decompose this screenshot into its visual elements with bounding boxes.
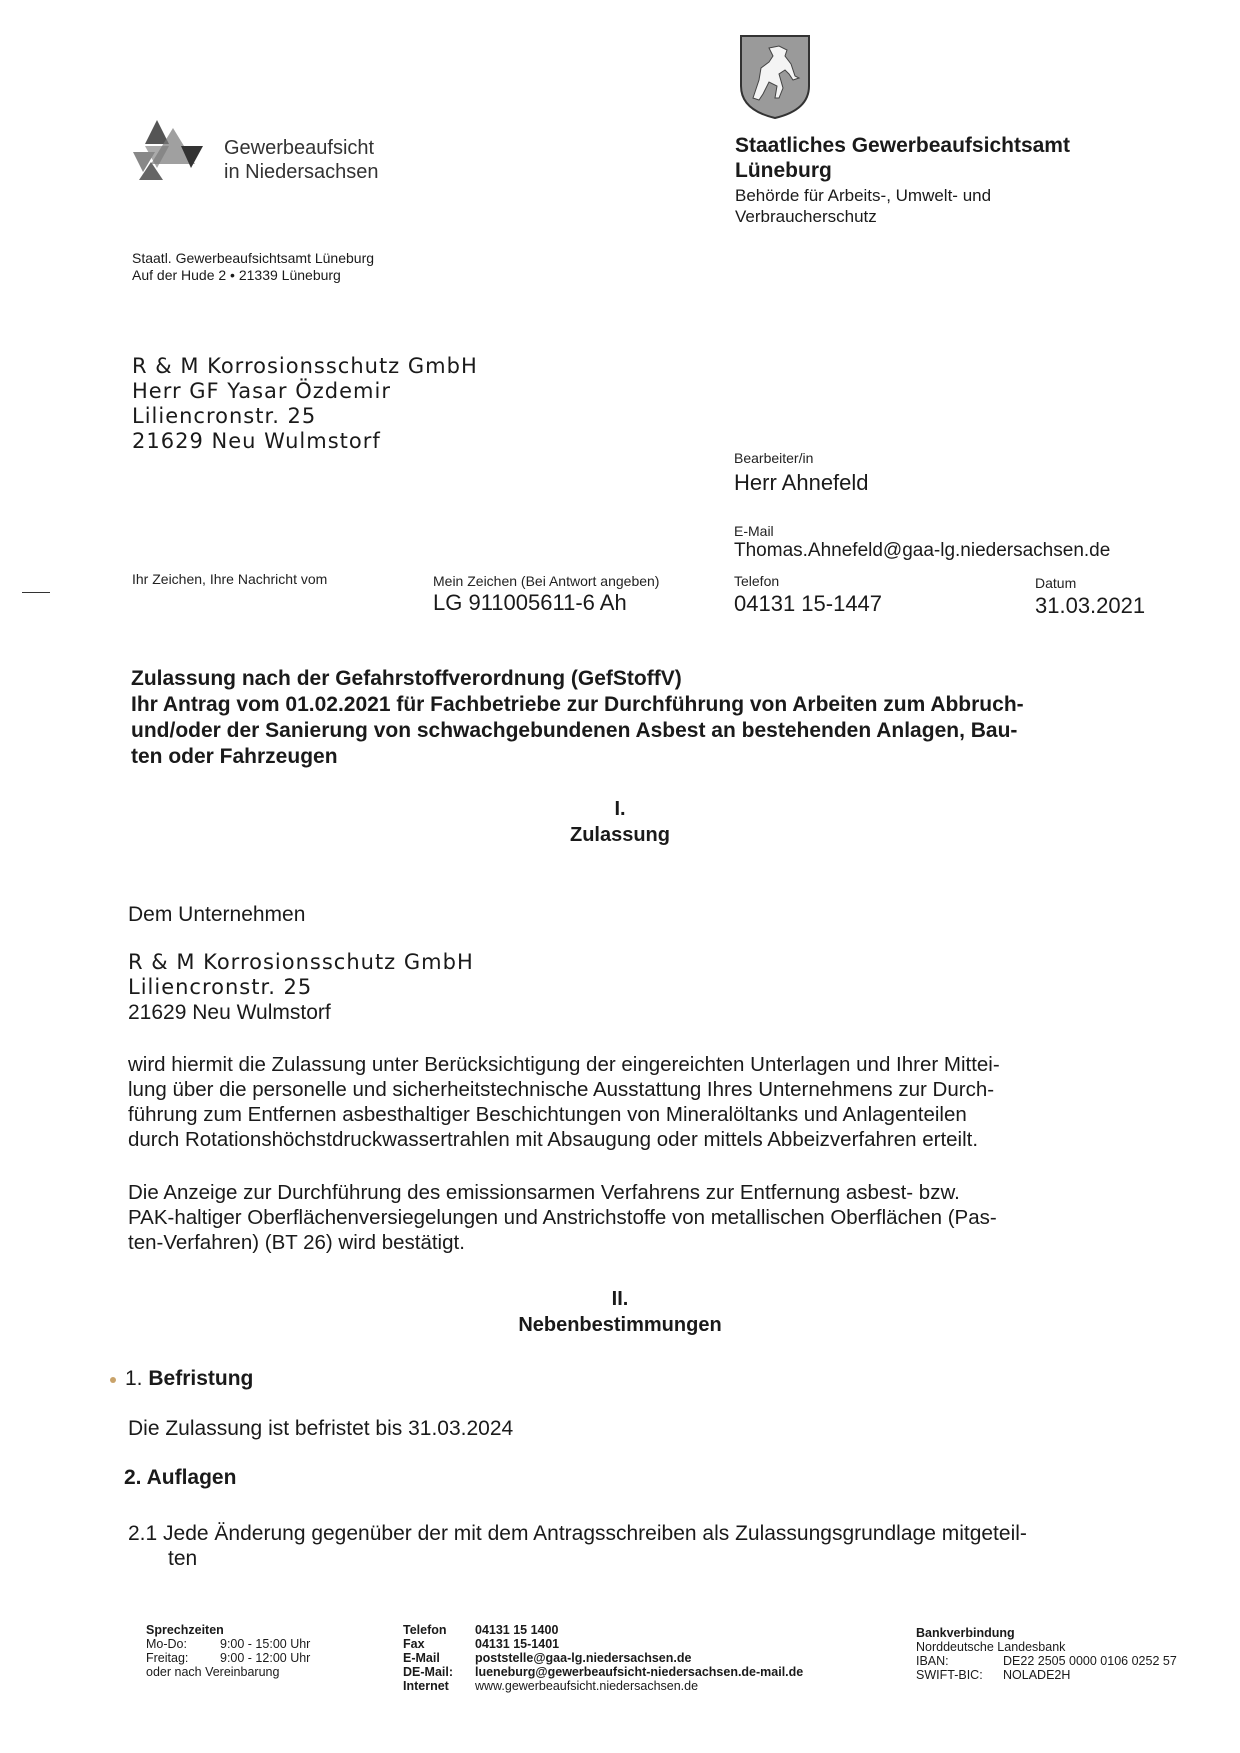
section-2-numeral: II. bbox=[611, 1288, 629, 1310]
hours-row1-label: Mo-Do: bbox=[146, 1637, 187, 1651]
para1-line1: wird hiermit die Zulassung unter Berücksichtigung der eingereichten Unterlagen und Ihrer Mittei- bbox=[128, 1053, 1000, 1076]
recipient-address bbox=[132, 354, 478, 454]
company-line2: Liliencronstr. 25 bbox=[128, 975, 313, 999]
recipient-line3: Liliencronstr. 25 bbox=[132, 404, 317, 428]
hours-row2-value: 9:00 - 12:00 Uhr bbox=[220, 1651, 311, 1665]
para1-line3: führung zum Entfernen asbesthaltiger Beschichtungen von Mineralöltanks und Anlagenteilen bbox=[128, 1103, 967, 1126]
footer-mail-value[interactable]: poststelle@gaa-lg.niedersachsen.de bbox=[475, 1651, 692, 1665]
subject bbox=[131, 666, 1024, 770]
footer-fax-label: Fax bbox=[403, 1637, 425, 1651]
bearbeiter-value: Herr Ahnefeld bbox=[734, 470, 869, 495]
bearbeiter-label: Bearbeiter/in bbox=[734, 450, 814, 466]
item-2-heading bbox=[124, 1465, 236, 1490]
horse-crest-icon bbox=[739, 34, 811, 120]
telefon-value: 04131 15-1447 bbox=[734, 591, 883, 616]
logo-text-line1: Gewerbeaufsicht bbox=[224, 137, 375, 159]
bank-bic-label: SWIFT-BIC: bbox=[916, 1668, 983, 1682]
item-1-heading bbox=[125, 1366, 253, 1391]
item-2-1-line1: Jede Änderung gegenüber der mit dem Antragsschreiben als Zulassungsgrundlage mitgeteil- bbox=[163, 1522, 1027, 1545]
logo-text-line2: in Niedersachsen bbox=[224, 161, 379, 183]
bank-title: Bankverbindung bbox=[916, 1626, 1015, 1640]
hours-row3: oder nach Vereinbarung bbox=[146, 1665, 280, 1679]
mein-zeichen-value: LG 911005611-6 Ah bbox=[433, 590, 627, 615]
footer-demail-value[interactable]: lueneburg@gewerbeaufsicht-niedersachsen.de-mail.de bbox=[475, 1665, 804, 1679]
item-2-title: Auflagen bbox=[146, 1466, 237, 1489]
telefon-label: Telefon bbox=[734, 573, 780, 589]
authority-sub-line2: Verbraucherschutz bbox=[735, 207, 877, 226]
hours-row2-label: Freitag: bbox=[146, 1651, 189, 1665]
item-1-text: Die Zulassung ist befristet bis 31.03.2024 bbox=[128, 1417, 514, 1440]
section-1-title: Zulassung bbox=[569, 824, 670, 846]
return-address bbox=[132, 250, 374, 284]
mein-zeichen-label: Mein Zeichen (Bei Antwort angeben) bbox=[433, 573, 660, 589]
intro-text: Dem Unternehmen bbox=[128, 903, 306, 926]
item-2-number: 2. bbox=[124, 1466, 142, 1489]
para2-line3: ten-Verfahren) (BT 26) wird bestätigt. bbox=[128, 1231, 465, 1254]
footer-tel-label: Telefon bbox=[403, 1623, 447, 1637]
coat-of-arms bbox=[739, 34, 811, 120]
footer-contact bbox=[403, 1623, 803, 1693]
item-2-1-number: 2.1 bbox=[128, 1522, 158, 1545]
footer-mail-label: E-Mail bbox=[403, 1651, 440, 1665]
footer-web-value[interactable]: www.gewerbeaufsicht.niedersachsen.de bbox=[475, 1679, 699, 1693]
para2-line2: PAK-haltiger Oberflächenversiegelungen und Anstrichstoffe von metallischen Oberflächen (Pas- bbox=[128, 1206, 997, 1229]
logo-text bbox=[224, 136, 379, 184]
margin-dot bbox=[110, 1377, 116, 1383]
company-address bbox=[128, 950, 474, 1025]
footer-bank bbox=[916, 1626, 1177, 1682]
datum-label: Datum bbox=[1035, 575, 1077, 591]
recipient-line1: R & M Korrosionsschutz GmbH bbox=[132, 354, 478, 378]
section-1-numeral: I. bbox=[614, 798, 626, 820]
footer-fax-value: 04131 15-1401 bbox=[475, 1637, 560, 1651]
authority-sub-line1: Behörde für Arbeits-, Umwelt- und bbox=[735, 186, 992, 205]
para1-line2: lung über die personelle und sicherheitstechnische Ausstattung Ihres Unternehmens zur Durch- bbox=[128, 1078, 995, 1101]
bank-name: Norddeutsche Landesbank bbox=[916, 1640, 1066, 1654]
subject-line1: Zulassung nach der Gefahrstoffverordnung (GefStoffV) bbox=[131, 667, 682, 690]
footer-hours bbox=[146, 1623, 310, 1679]
para2-line1: Die Anzeige zur Durchführung des emissionsarmen Verfahrens zur Entfernung asbest- bzw. bbox=[128, 1181, 960, 1204]
item-2-1 bbox=[128, 1521, 1027, 1571]
company-line3: 21629 Neu Wulmstorf bbox=[128, 1001, 331, 1024]
authority-name-line1: Staatliches Gewerbeaufsichtsamt bbox=[735, 134, 1070, 157]
footer-tel-value: 04131 15 1400 bbox=[475, 1623, 559, 1637]
section-2-title: Nebenbestimmungen bbox=[518, 1314, 722, 1336]
para1-line4: durch Rotationshöchstdruckwassertrahlen mit Absaugung oder mittels Abbeizverfahren erteilt. bbox=[128, 1128, 979, 1151]
company-line1: R & M Korrosionsschutz GmbH bbox=[128, 950, 474, 974]
email-value: Thomas.Ahnefeld@gaa-lg.niedersachsen.de bbox=[734, 540, 1111, 561]
authority-block bbox=[735, 133, 1070, 227]
return-address-line1: Staatl. Gewerbeaufsichtsamt Lüneburg bbox=[132, 250, 375, 266]
footer-web-label: Internet bbox=[403, 1679, 449, 1693]
subject-line2: Ihr Antrag vom 01.02.2021 für Fachbetriebe zur Durchführung von Arbeiten zum Abbruch- bbox=[131, 693, 1024, 716]
subject-line3: und/oder der Sanierung von schwachgebundenen Asbest an bestehenden Anlagen, Bau- bbox=[131, 719, 1018, 742]
email-label: E-Mail bbox=[734, 523, 774, 539]
bank-iban-label: IBAN: bbox=[916, 1654, 949, 1668]
recipient-line4: 21629 Neu Wulmstorf bbox=[132, 429, 381, 453]
bank-iban-value: DE22 2505 0000 0106 0252 57 bbox=[1003, 1654, 1177, 1668]
item-2-1-line2: ten bbox=[168, 1547, 198, 1570]
item-1-number: 1. bbox=[125, 1367, 143, 1390]
subject-line4: ten oder Fahrzeugen bbox=[131, 745, 338, 768]
footer-demail-label: DE-Mail: bbox=[403, 1665, 453, 1679]
hours-row1-value: 9:00 - 15:00 Uhr bbox=[220, 1637, 311, 1651]
section-2-heading bbox=[470, 1286, 770, 1338]
ihr-zeichen-label: Ihr Zeichen, Ihre Nachricht vom bbox=[132, 571, 328, 587]
bank-bic-value: NOLADE2H bbox=[1003, 1668, 1071, 1682]
triangles-logo-icon bbox=[133, 118, 213, 184]
authority-name-line2: Lüneburg bbox=[735, 159, 832, 182]
item-1-title: Befristung bbox=[148, 1367, 254, 1390]
gewerbeaufsicht-logo bbox=[133, 118, 213, 184]
hours-title: Sprechzeiten bbox=[146, 1623, 224, 1637]
paragraph-1 bbox=[128, 1052, 1000, 1152]
section-1-heading bbox=[520, 796, 720, 848]
fold-mark bbox=[22, 592, 50, 593]
return-address-line2: Auf der Hude 2 • 21339 Lüneburg bbox=[132, 267, 341, 283]
paragraph-2 bbox=[128, 1180, 997, 1255]
datum-value: 31.03.2021 bbox=[1035, 593, 1146, 618]
recipient-line2: Herr GF Yasar Özdemir bbox=[132, 379, 391, 403]
